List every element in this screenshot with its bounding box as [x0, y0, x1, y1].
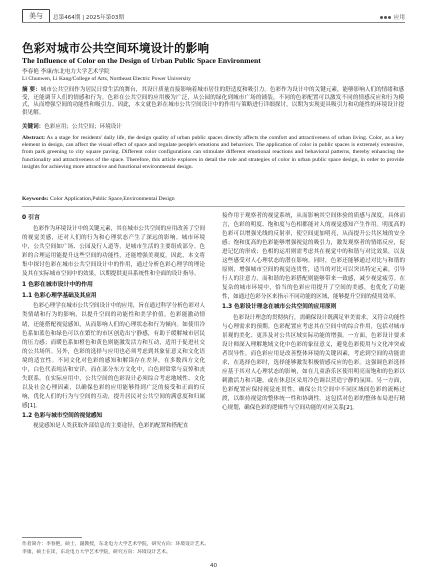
- footnote-rule: [22, 537, 82, 538]
- section-heading: 0 引言: [22, 215, 40, 221]
- subsection-heading: 1.2 色彩与城市空间的视觉感知: [22, 412, 103, 419]
- paper-english-title: The Influence of Color on the Design of Urban Public Space Environment: [22, 56, 261, 65]
- header-rule: [22, 22, 405, 23]
- abstract-divider: [22, 206, 405, 207]
- paragraph: 视觉感知是人类获取外部信息的主要途径，色彩的配置和搭配直: [33, 423, 189, 430]
- english-authors: Li Chunwen, Li Kang/College of Arts, Northeast Electric Power University: [22, 76, 191, 82]
- body-column-right: [222, 212, 405, 413]
- abstract-en: [22, 135, 404, 171]
- abstract-cn: [22, 87, 404, 117]
- dots-icon: [380, 16, 391, 19]
- keywords-cn-text: 色彩应用；公共空间；环境设计: [44, 124, 122, 130]
- abstract-cn-label: 摘 要：: [22, 87, 41, 93]
- paragraph: 色彩设计理念的贯彻执行，需确保设计既满足审美需求，又符合功能性与心理需求的预期。色彩配置应考虑其在空间中的综合作用，包括对城市景观的美化、更涉及对公共区域实际功能的增强。一方面，色彩设计要求设计师深入理解地域文化中色彩的象征意义，避免色彩使用与文化冲突或者误导性。而色彩应用是改善整体环境的关键因素，考虑到空间的功能需求，在选择色彩时，选择能够激发积极情感反应的色彩。这强调色彩选择应基于其对人心理状态的影响，如在儿童游乐区使用明亮而饱和的色彩以刺激活力和兴趣，或在休息区采用冷色调以营造宁静的氛围。另一方面，色彩配置应保持视觉连贯性，确保公共空间中不同区域间色彩的流畅过渡，以维持视觉的整体统一性和协调性。这包括对色彩的整体布局进行精心规划，确保色彩的逻辑性与空间功能的对应关系[2]。: [222, 314, 405, 411]
- paragraph: 接作用于观察者的视觉系统，从而影响其空间体验的质感与深度。具体而言，色彩的明度、饱和度与色相都能对人的视觉感知产生作用。明度高的色彩可以增强光线的反射率，使空间更加明亮，从而提升公共区域的安全感；饱和度高的色彩能够增强视觉的吸引力，激发观察者的情绪反应，促进记忆的形成；色相的运用则需考虑其在视觉中的和谐与对比效果，以及这些感受对人心理状态的潜在影响。同时，色彩还能够通过对比与和谐的原则，增强城市空间的视觉连贯性，适当的对比可以突出特定元素，引导行人的注意力，而和谐的色彩搭配则能够带来一致感，减少视觉疲劳。在复杂的城市环境中，恰当的色彩应用提升了空间的美感，也优化了功能性，如通过色彩分区来指示不同功能的区域，能够提升空间的使用效率。: [222, 213, 405, 301]
- keywords-cn-label: 关键词：: [22, 124, 45, 130]
- page-header: [0, 0, 427, 26]
- keywords-en-text: Color Application,Public Space,Environmental Design: [49, 196, 175, 202]
- keywords-en-label: Keywords:: [22, 196, 49, 202]
- authors: 李春艳 李康/东北电力大学艺术学院: [22, 69, 110, 75]
- footnote-author-1: 作者简介：李春艳，硕士，副教授，东北电力大学艺术学院，研究方向：环境设计艺术。: [22, 542, 210, 547]
- paragraph: 色彩作为环境设计中的关键元素，其在城市公共空间的应用改善了空间的视觉美感，还对人们的行为和心理状态产生了深远的影响。城市环境中，公共空间如广场、公园及行人道等，是城市生活的主要组成部分。色彩的合理运用能提升这些空间的功能性，还能增强美观度。因此，本文将集中探讨色彩在城市公共空间设计中的作用，通过分析色彩心理学的理论及其在实际城市空间中的效果，以期提供更具系统性和全面的设计指导。: [22, 226, 205, 278]
- footnote-author-2: 李康，硕士在读，东北电力大学艺术学院，研究方向：环境设计艺术。: [22, 550, 171, 555]
- subsection-heading: 1.3 色彩设计理念在城市公共空间的应用原则: [222, 304, 337, 311]
- keywords-cn: [22, 124, 404, 132]
- section-label: 应用: [393, 15, 405, 21]
- section-heading: 1 色彩在城市设计中的作用: [22, 282, 93, 289]
- section-tag: [380, 13, 405, 21]
- issue-info: 总第464期 | 2025年第03期: [53, 15, 125, 21]
- paper-title: 色彩对城市公共空间环境设计的影响: [22, 41, 210, 55]
- abstract-cn-text: 城市公共空间作为居民日常生活的舞台，其设计质量直接影响着城市居住的舒适度和吸引力。色彩作为设计中的关键元素，能够影响人们的情绪和感受，还能调节人们的情感和行为。色彩在公共空间的应用极为广泛，从公园的绿化到城市广场的铺装，不同的色彩配置可以激发不同的情感反应和行为模式，从而增强空间的功能性和吸引力。因此，本文就色彩在城市公共空间设计中的作用与策略进行详细探讨，以期为实现更具吸引力和功能性的环境设计提供见解。: [22, 87, 404, 116]
- abstract-en-text: As a stage for residents' daily life, the design quality of urban public spaces directly affects the comfort and attractiveness of urban living. Color, as a key element in design, can affect the visual effect of space and regulate people's emotions and behaviors. The application of color in public spaces is extremely extensive, from park greening to city square paving. Different color configurations can stimulate different emotional reactions and behavioral patterns, thereby enhancing the functionality and attractiveness of the space. Therefore, this article explores in detail the role and strategies of color in urban public space design, in order to provide insights for achieving more attractive and functional environmental design.: [22, 135, 404, 170]
- page-number: 40: [209, 563, 218, 569]
- journal-logo: 美与: [22, 9, 50, 23]
- subsection-heading: 1.1 色彩心理学基础及其应用: [22, 293, 97, 300]
- keywords-en: [22, 196, 404, 204]
- abstract-en-label: Abstract:: [22, 135, 46, 141]
- body-column-left: [22, 212, 205, 431]
- paragraph: 色彩心理学在城市公共空间设计中的应用，旨在通过科学分析色彩对人类情绪和行为的影响，以提升空间的功能性和美学价值。色彩能激动情绪，还能搭配视觉感知，从而影响人们的心理状态和行为倾向。如使用冷色系如蓝色和绿色可以在繁忙的市区创造出宁静感，有助于缓解城市居民的压力感；而暖色系如橙色和黄色则能激发活力和互动，适用于促进社交的公共场所。另外，色彩的选择与应用也必须考虑到其象征意义和文化语境的适宜性。不同文化对色彩的感知和解读存在差异，在多数西方文化中，白色代表纯洁和安详，而在部分东方文化中，白色则常常与哀悼和丧失联系。在实际应用中，公共空间的色彩设计必须综合考虑地域性、文化以及社会心理因素，以确保色彩的应用能够得到广泛的接受和正面的反响，优化人们的行为与空间的互动，提升居民对公共空间的满意度和归属感[1]。: [22, 303, 205, 409]
